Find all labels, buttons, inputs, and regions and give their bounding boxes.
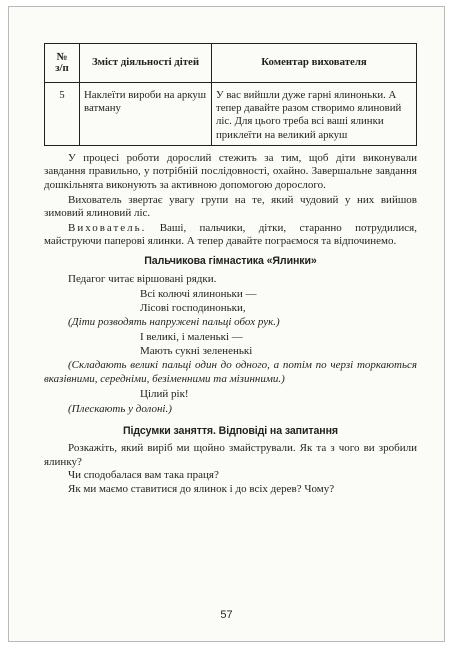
header-comment: Коментар вихователя bbox=[212, 44, 417, 83]
table-row bbox=[45, 83, 417, 146]
verse-line: Лісові господиноньки, bbox=[140, 301, 246, 314]
page-content bbox=[44, 43, 417, 496]
summary-heading: Підсумки заняття. Відповіді на запитання bbox=[123, 424, 338, 437]
activity-table bbox=[44, 43, 417, 146]
verse-line: І великі, і маленькі — bbox=[140, 330, 243, 343]
paragraph-forest: Вихователь звертає увагу групи на те, який чудовий у них вийшов зимовий ялиновий ліс. bbox=[44, 193, 417, 220]
table-header-row bbox=[45, 44, 417, 83]
gymnastics-heading: Пальчикова гімнастика «Ялинки» bbox=[144, 254, 317, 267]
book-page bbox=[8, 6, 445, 642]
verse-line: Мають сукні зелененькі bbox=[140, 344, 253, 357]
header-number: № з/п bbox=[45, 44, 80, 83]
verse-line: Цілий рік! bbox=[140, 388, 189, 401]
cell-comment: У вас вийшли дуже гарні ялиноньки. А тепер давайте разом створимо ялиновий ліс. Для цього треба всі ваші ялинки приклеїти на великий аркуш bbox=[212, 83, 417, 146]
paragraph-teacher-speech bbox=[44, 222, 417, 249]
header-content: Зміст діяльності дітей bbox=[80, 44, 212, 83]
question: Розкажіть, який виріб ми щойно змайстрували. Як та з чого ви зробили ялинку? bbox=[44, 442, 417, 468]
speaker-label: Вихователь. bbox=[68, 221, 147, 234]
question: Як ми маємо ставитися до ялинок і до всіх дерев? Чому? bbox=[68, 482, 335, 495]
page-number: 57 bbox=[220, 609, 233, 621]
paragraph-process: У процесі роботи дорослий стежить за тим, щоб діти виконували завдання правильно, у потрібній послідовності, охайно. Завершальне завдання дошкільнята виконують за активною допомогою дорослого. bbox=[44, 151, 417, 191]
stage-direction: (Складають великі пальці один до одного, а потім по черзі торкаються вказівними, середніми, безіменними та мізинними.) bbox=[44, 359, 417, 385]
stage-direction: (Діти розводять напружені пальці обох рук.) bbox=[68, 316, 280, 329]
cell-number: 5 bbox=[45, 83, 80, 146]
cell-content: Наклеїти вироби на аркуш ватману bbox=[80, 83, 212, 146]
speech-text: Ваші, пальчики, дітки, старанно потрудилися, майструючи паперові ялинки. А тепер давайте пограємося та відпочинемо. bbox=[44, 221, 417, 248]
stage-direction: (Плескають у долоні.) bbox=[68, 402, 172, 415]
gymnastics-intro: Педагог читає віршовані рядки. bbox=[68, 272, 217, 285]
question: Чи сподобалася вам така праця? bbox=[68, 469, 219, 482]
verse-line: Всі колючі ялиноньки — bbox=[140, 288, 257, 301]
